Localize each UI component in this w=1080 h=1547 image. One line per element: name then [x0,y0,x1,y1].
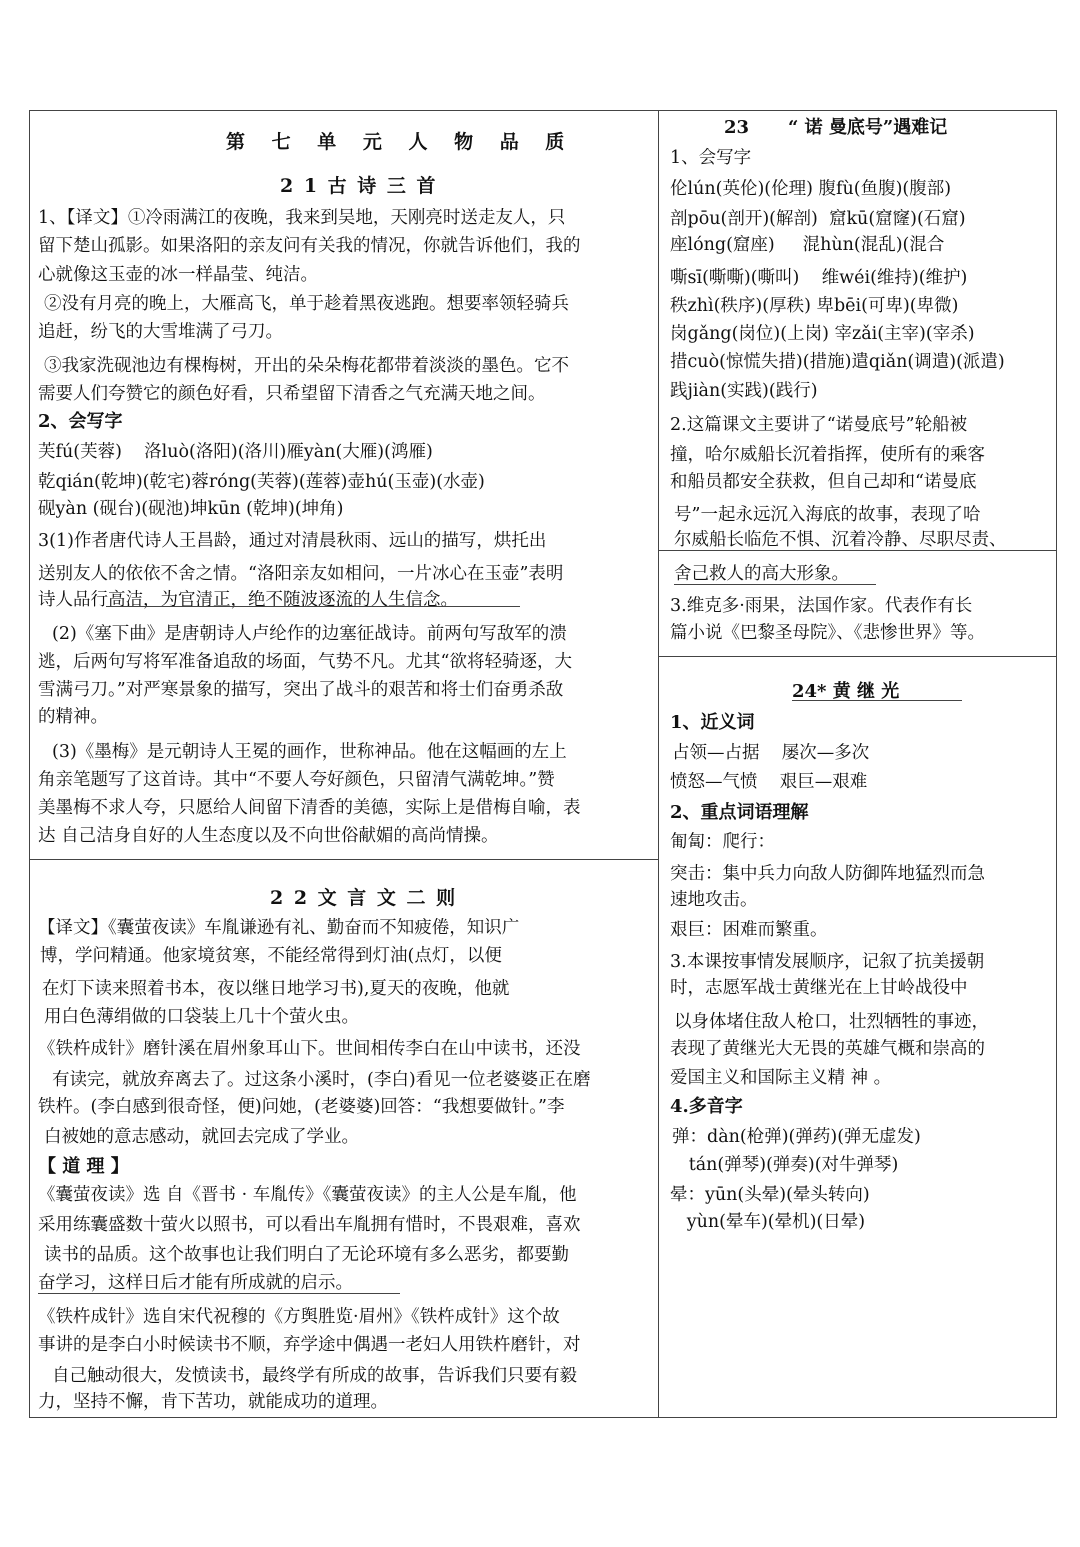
l23-line: 2.这篇课文主要讲了“诺曼底号”轮船被 [670,415,968,435]
l22-line: 《铁杵成针》选自宋代祝穆的《方舆胜览·眉州》《铁杵成针》这个故 [38,1307,560,1327]
l21-line: 3(1)作者唐代诗人王昌龄，通过对清晨秋雨、远山的描写，烘托出 [38,531,547,551]
l21-line: 雪满弓刀。”对严寒景象的描写，突出了战斗的艰苦和将士们奋勇杀敌 [38,680,564,700]
underline [674,584,876,585]
l22-line: 有读完，就放弃离去了。过这条小溪时，(李白)看见一位老婆婆正在磨 [52,1070,591,1090]
l24-line: 以身体堵住敌人枪口，壮烈牺牲的事迹， [674,1012,989,1032]
l23-line: 篇小说《巴黎圣母院》、《悲惨世界》等。 [670,623,985,643]
l24-line: 弹：dàn(枪弹)(弹药)(弹无虚发) [672,1127,921,1147]
l23-line: 1、会写字 [670,148,752,168]
l24-line: yùn(晕车)(晕机)(日晕) [670,1212,866,1232]
l22-line: 用白色薄绢做的口袋装上几十个萤火虫。 [44,1007,359,1027]
l24-line: 突击：集中兵力向敌人防御阵地猛烈而急 [670,864,985,884]
l22-line: 【译文】《囊萤夜读》车胤谦逊有礼、勤奋而不知疲倦，知识广 [38,918,520,938]
l21-line: 美墨梅不求人夸，只愿给人间留下清香的美德，实际上是借梅自喻，表 [38,798,581,818]
l21-line: 逃，后两句写将军准备追敌的场面，气势不凡。尤其“欲将轻骑逐，大 [38,652,572,672]
l21-line: 砚yàn (砚台)(砚池)坤kūn (乾坤)(坤角) [38,499,344,519]
l21-line: 诗人品行高洁，为官清正，绝不随波逐流的人生信念。 [38,590,458,610]
l24-line: 愤怒—气愤 艰巨—艰难 [670,772,868,792]
l24-line: 时，志愿军战士黄继光在上甘岭战役中 [670,978,968,998]
l23-line: 撞，哈尔威船长沉着指挥，使所有的乘客 [670,445,985,465]
l23-line: 3.维克多·雨果，法国作家。代表作有长 [670,596,973,616]
l23-line: 措cuò(惊慌失措)(措施)遣qiǎn(调遣)(派遣) [670,352,1005,372]
l24-line: 速地攻击。 [670,890,758,910]
l21-line: ③我家洗砚池边有棵梅树，开出的朵朵梅花都带着淡淡的墨色。它不 [44,356,569,376]
l24-line: 表现了黄继光大无畏的英雄气概和崇高的 [670,1039,985,1059]
l22-section-heading: 【 道 理 】 [38,1156,129,1177]
l22-line: 力，坚持不懈，肯下苦功，就能成功的道理。 [38,1392,388,1412]
l21-line: (3)《墨梅》是元朝诗人王冕的画作，世称神品。他在这幅画的左上 [52,742,567,762]
l21-line: 角亲笔题写了这首诗。其中“不要人夸好颜色，只留清气满乾坤。”赞 [38,770,555,790]
l24-line: 爱国主义和国际主义精 神 。 [670,1068,892,1088]
l24-section-heading: 1、近义词 [670,712,755,733]
l21-line: (2)《塞下曲》是唐朝诗人卢纶作的边塞征战诗。前两句写敌军的溃 [52,624,567,644]
l22-line: 奋学习，这样日后才能有所成就的启示。 [38,1273,353,1293]
l24-line: tán(弹琴)(弹奏)(对牛弹琴) [672,1155,899,1175]
l21-line: 乾qián(乾坤)(乾宅)蓉róng(芙蓉)(莲蓉)壶hú(玉壶)(水壶) [38,472,485,492]
lesson-21-title: 2 1 古 诗 三 首 [280,175,438,197]
l23-line: 尔威船长临危不惧、沉着冷静、尽职尽责、 [674,530,1007,550]
l21-section-heading: 2、会写字 [38,411,123,432]
l23-line: 号”一起永远沉入海底的故事，表现了哈 [674,505,981,525]
l21-line: 的精神。 [38,707,108,727]
l22-line: 《囊萤夜读》选 自《晋书 · 车胤传》《囊萤夜读》的主人公是车胤，他 [38,1185,577,1205]
l23-line: 践jiàn(实践)(践行) [670,381,818,401]
l23-line: 秩zhì(秩序)(厚秩) 卑bēi(可卑)(卑微) [670,296,959,316]
l24-line: 3.本课按事情发展顺序，记叙了抗美援朝 [670,952,985,972]
column-divider [658,110,659,1418]
l21-line: 芙fú(芙蓉) 洛luò(洛阳)(洛川)雁yàn(大雁)(鸿雁) [38,442,433,462]
l21-line: 心就像这玉壶的冰一样晶莹、纯洁。 [38,265,318,285]
l24-line: 匍匐：爬行： [670,832,775,852]
l21-line: 需要人们夸赞它的颜色好看，只希望留下清香之气充满天地之间。 [38,384,546,404]
l21-line: 追赶，纷飞的大雪堆满了弓刀。 [38,322,283,342]
underline [38,1293,400,1294]
lesson-23-title: “ 诺 曼底号”遇难记 [788,117,948,138]
l22-line: 《铁杵成针》磨针溪在眉州象耳山下。世间相传李白在山中读书，还没 [38,1039,581,1059]
l23-line: 岗gǎng(岗位)(上岗) 宰zǎi(主宰)(宰杀) [670,324,975,344]
l23-line: 舍己救人的高大形象。 [674,564,849,584]
l24-line: 占领—占据 屡次—多次 [672,743,870,763]
l24-section-heading: 2、重点词语理解 [670,802,809,823]
l24-line: 晕：yūn(头晕)(晕头转向) [670,1185,870,1205]
l21-line: 留下楚山孤影。如果洛阳的亲友问有关我的情况，你就告诉他们，我的 [38,236,581,256]
l21-line: 达 自己洁身自好的人生态度以及不向世俗献媚的高尚情操。 [38,826,499,846]
l22-line: 采用练囊盛数十萤火以照书，可以看出车胤拥有惜时，不畏艰难，喜欢 [38,1215,581,1235]
l22-line: 铁杵。(李白感到很奇怪，便)问她，(老婆婆)回答：“我想要做针。”李 [38,1097,565,1117]
l21-line: ②没有月亮的晚上，大雁高飞，单于趁着黑夜逃跑。想要率领轻骑兵 [44,294,569,314]
underline [106,606,520,607]
right-row-divider-2 [658,656,1057,657]
l22-line: 读书的品质。这个故事也让我们明白了无论环境有多么恶劣，都要勤 [44,1245,569,1265]
l21-line: 送别友人的依依不舍之情。“洛阳亲友如相问，一片冰心在玉壶”表明 [38,564,564,584]
l24-line: 艰巨：困难而繁重。 [670,920,828,940]
l23-line: 剖pōu(剖开)(解剖) 窟kū(窟窿)(石窟) [670,209,966,229]
l21-line: 1、【译文】①冷雨满江的夜晚，我来到吴地，天刚亮时送走友人，只 [38,208,566,228]
left-row-divider [29,859,658,860]
underline [792,700,962,701]
l22-line: 博，学问精通。他家境贫寒，不能经常得到灯油(点灯，以便 [40,946,502,966]
l23-line: 座lóng(窟座) 混hùn(混乱)(混合 [670,235,945,255]
l23-line: 伦lún(英伦)(伦理) 腹fù(鱼腹)(腹部) [670,179,952,199]
l22-line: 自己触动很大，发愤读书，最终学有所成的故事，告诉我们只要有毅 [52,1366,577,1386]
l23-line: 和船员都安全获救，但自己却和“诺曼底 [670,472,977,492]
l22-line: 在灯下读来照着书本，夜以继日地学习书),夏天的夜晚，他就 [42,979,510,999]
lesson-23-number: 23 [724,117,750,138]
l22-line: 事讲的是李白小时候读书不顺，弃学途中偶遇一老妇人用铁杵磨针，对 [38,1335,581,1355]
lesson-22-title: 2 2 文 言 文 二 则 [270,887,458,909]
l22-line: 白被她的意志感动，就回去完成了学业。 [44,1127,359,1147]
l24-section-heading: 4.多音字 [670,1096,743,1117]
l23-line: 嘶sī(嘶嘶)(嘶叫) 维wéi(维持)(维护) [670,268,968,288]
unit-title: 第 七 单 元 人 物 品 质 [226,131,575,153]
lesson-24-title: 24* 黄 继 光 [792,681,900,702]
